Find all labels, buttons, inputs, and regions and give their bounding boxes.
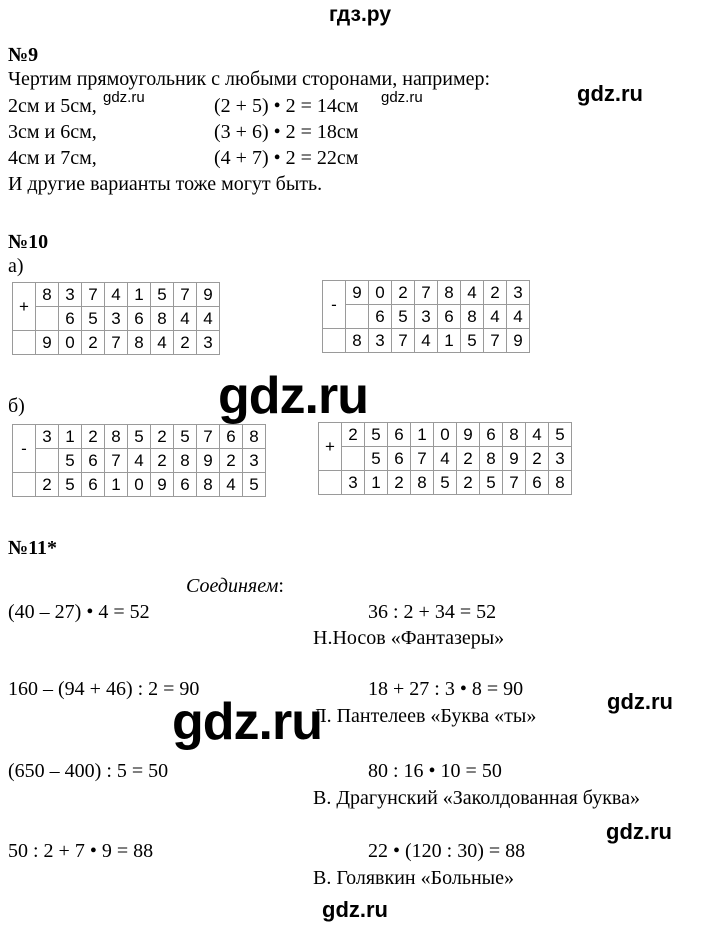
digit-cell: 9 (197, 283, 220, 307)
digit-cell: 2 (484, 281, 507, 305)
digit-cell: 7 (503, 471, 526, 495)
operator-sign: - (323, 281, 346, 329)
digit-cell: 8 (411, 471, 434, 495)
digit-cell: 3 (507, 281, 530, 305)
task11-pair4-left: 50 : 2 + 7 • 9 = 88 (8, 840, 154, 862)
digit-cell: 8 (243, 425, 266, 449)
task11-pair4-right: 22 • (120 : 30) = 88 (368, 840, 526, 862)
watermark: gdz.ru (103, 89, 145, 106)
digit-cell: 6 (480, 423, 503, 447)
watermark: gdz.ru (606, 819, 672, 844)
digit-cell (346, 305, 369, 329)
digit-cell: 6 (174, 473, 197, 497)
digit-cell: 6 (220, 425, 243, 449)
digit-cell: 8 (480, 447, 503, 471)
digit-cell: 4 (128, 449, 151, 473)
digit-cell: 9 (36, 331, 59, 355)
digit-cell: 5 (82, 307, 105, 331)
task9-intro: Чертим прямоугольник с любыми сторонами, например: (8, 68, 491, 90)
digit-cell: 0 (128, 473, 151, 497)
digit-cell: 8 (151, 307, 174, 331)
digit-cell: 5 (151, 283, 174, 307)
digit-cell: 6 (388, 423, 411, 447)
watermark: gdz.ru (577, 81, 643, 106)
digit-cell: 7 (174, 283, 197, 307)
digit-cell: 9 (457, 423, 480, 447)
digit-cell: 2 (82, 331, 105, 355)
digit-cell: 6 (128, 307, 151, 331)
task11-pair4-book: В. Голявкин «Больные» (313, 867, 514, 889)
digit-cell: 2 (174, 331, 197, 355)
digit-cell: 7 (415, 281, 438, 305)
digit-cell: 4 (174, 307, 197, 331)
digit-cell: 9 (507, 329, 530, 353)
digit-cell: 8 (36, 283, 59, 307)
digit-cell: 3 (36, 425, 59, 449)
task11-pair2-right: 18 + 27 : 3 • 8 = 90 (368, 678, 524, 700)
digit-cell: 8 (105, 425, 128, 449)
digit-cell: 3 (243, 449, 266, 473)
digit-cell: 1 (411, 423, 434, 447)
task9-number: №9 (8, 44, 39, 66)
task9-row3-sides: 4см и 7см, (8, 147, 97, 169)
digit-cell: 5 (549, 423, 572, 447)
digit-cell: 8 (438, 281, 461, 305)
watermark: gdz.ru (218, 367, 368, 425)
digit-cell: 1 (128, 283, 151, 307)
digit-cell: 4 (507, 305, 530, 329)
digit-cell: 5 (59, 473, 82, 497)
task11-number: №11* (8, 537, 57, 559)
digit-cell: 8 (503, 423, 526, 447)
operator-sign: + (13, 283, 36, 331)
empty-cell (323, 329, 346, 353)
digit-cell: 4 (434, 447, 457, 471)
digit-cell: 6 (388, 447, 411, 471)
task9-outro: И другие варианты тоже могут быть. (8, 173, 323, 195)
connect-word: Соединяем (186, 575, 279, 597)
digit-cell: 2 (457, 447, 480, 471)
digit-cell: 1 (59, 425, 82, 449)
empty-cell (319, 471, 342, 495)
empty-cell (13, 331, 36, 355)
digit-cell: 4 (105, 283, 128, 307)
digit-cell: 2 (82, 425, 105, 449)
digit-cell: 8 (549, 471, 572, 495)
digit-cell: 7 (105, 331, 128, 355)
digit-cell: 9 (197, 449, 220, 473)
digit-cell: 8 (346, 329, 369, 353)
digit-cell: 3 (549, 447, 572, 471)
task11-pair3-right: 80 : 16 • 10 = 50 (368, 760, 502, 782)
digit-cell: 8 (197, 473, 220, 497)
digit-cell: 5 (243, 473, 266, 497)
connect-colon: : (278, 575, 284, 597)
digit-cell: 4 (526, 423, 549, 447)
task11-connect-label (186, 574, 284, 598)
digit-cell: 3 (369, 329, 392, 353)
column-addition-b (318, 422, 572, 495)
task10-number: №10 (8, 231, 49, 253)
digit-cell: 2 (457, 471, 480, 495)
digit-cell: 4 (415, 329, 438, 353)
task9-row3-calc: (4 + 7) • 2 = 22см (214, 147, 359, 169)
digit-cell: 7 (484, 329, 507, 353)
task9-row2-sides: 3см и 6см, (8, 121, 97, 143)
digit-cell: 4 (197, 307, 220, 331)
digit-cell: 5 (480, 471, 503, 495)
digit-cell: 9 (346, 281, 369, 305)
digit-cell: 2 (220, 449, 243, 473)
column-addition-a (12, 282, 220, 355)
digit-cell: 0 (59, 331, 82, 355)
digit-cell: 6 (526, 471, 549, 495)
digit-cell: 2 (342, 423, 365, 447)
digit-cell: 5 (392, 305, 415, 329)
operator-sign: + (319, 423, 342, 471)
digit-cell: 8 (128, 331, 151, 355)
digit-cell: 2 (526, 447, 549, 471)
column-subtraction-a (322, 280, 530, 353)
task10-part-a-label: а) (8, 255, 24, 277)
digit-cell: 8 (174, 449, 197, 473)
digit-cell: 4 (484, 305, 507, 329)
digit-cell: 8 (461, 305, 484, 329)
task11-pair1-book: Н.Носов «Фантазеры» (313, 627, 505, 649)
digit-cell: 7 (411, 447, 434, 471)
digit-cell: 1 (365, 471, 388, 495)
task11-pair3-left: (650 – 400) : 5 = 50 (8, 760, 169, 782)
digit-cell: 3 (342, 471, 365, 495)
digit-cell: 2 (151, 449, 174, 473)
digit-cell: 3 (197, 331, 220, 355)
digit-cell: 4 (220, 473, 243, 497)
digit-cell (342, 447, 365, 471)
digit-cell: 6 (59, 307, 82, 331)
task11-pair1-left: (40 – 27) • 4 = 52 (8, 601, 150, 623)
digit-cell: 6 (82, 473, 105, 497)
watermark: gdz.ru (322, 897, 388, 922)
digit-cell: 3 (415, 305, 438, 329)
digit-cell: 1 (438, 329, 461, 353)
digit-cell: 0 (434, 423, 457, 447)
digit-cell: 2 (388, 471, 411, 495)
digit-cell: 4 (151, 331, 174, 355)
watermark: gdz.ru (607, 689, 673, 714)
digit-cell: 7 (197, 425, 220, 449)
task9-row1-sides: 2см и 5см, (8, 95, 97, 117)
task11-pair3-book: В. Драгунский «Заколдованная буква» (313, 787, 640, 809)
digit-cell: 7 (105, 449, 128, 473)
task9-row1-calc: (2 + 5) • 2 = 14см (214, 95, 359, 117)
digit-cell: 2 (36, 473, 59, 497)
site-header: гдз.ру (328, 3, 392, 26)
operator-sign: - (13, 425, 36, 473)
digit-cell: 5 (59, 449, 82, 473)
digit-cell: 6 (82, 449, 105, 473)
digit-cell: 1 (105, 473, 128, 497)
task11-pair1-right: 36 : 2 + 34 = 52 (368, 601, 497, 623)
digit-cell: 7 (82, 283, 105, 307)
empty-cell (13, 473, 36, 497)
digit-cell: 3 (105, 307, 128, 331)
task11-pair2-left: 160 – (94 + 46) : 2 = 90 (8, 678, 200, 700)
digit-cell: 4 (461, 281, 484, 305)
digit-cell (36, 449, 59, 473)
task9-row2-calc: (3 + 6) • 2 = 18см (214, 121, 359, 143)
digit-cell (36, 307, 59, 331)
digit-cell: 6 (369, 305, 392, 329)
digit-cell: 9 (151, 473, 174, 497)
task10-part-b-label: б) (8, 395, 25, 417)
digit-cell: 7 (392, 329, 415, 353)
digit-cell: 2 (392, 281, 415, 305)
digit-cell: 3 (59, 283, 82, 307)
column-subtraction-b (12, 424, 266, 497)
digit-cell: 5 (434, 471, 457, 495)
digit-cell: 5 (461, 329, 484, 353)
watermark: gdz.ru (172, 693, 322, 751)
digit-cell: 0 (369, 281, 392, 305)
digit-cell: 5 (128, 425, 151, 449)
digit-cell: 5 (174, 425, 197, 449)
digit-cell: 9 (503, 447, 526, 471)
digit-cell: 5 (365, 447, 388, 471)
digit-cell: 5 (365, 423, 388, 447)
watermark: gdz.ru (381, 89, 423, 106)
digit-cell: 6 (438, 305, 461, 329)
task11-pair2-book: Л. Пантелеев «Буква «ты» (313, 705, 537, 727)
digit-cell: 2 (151, 425, 174, 449)
